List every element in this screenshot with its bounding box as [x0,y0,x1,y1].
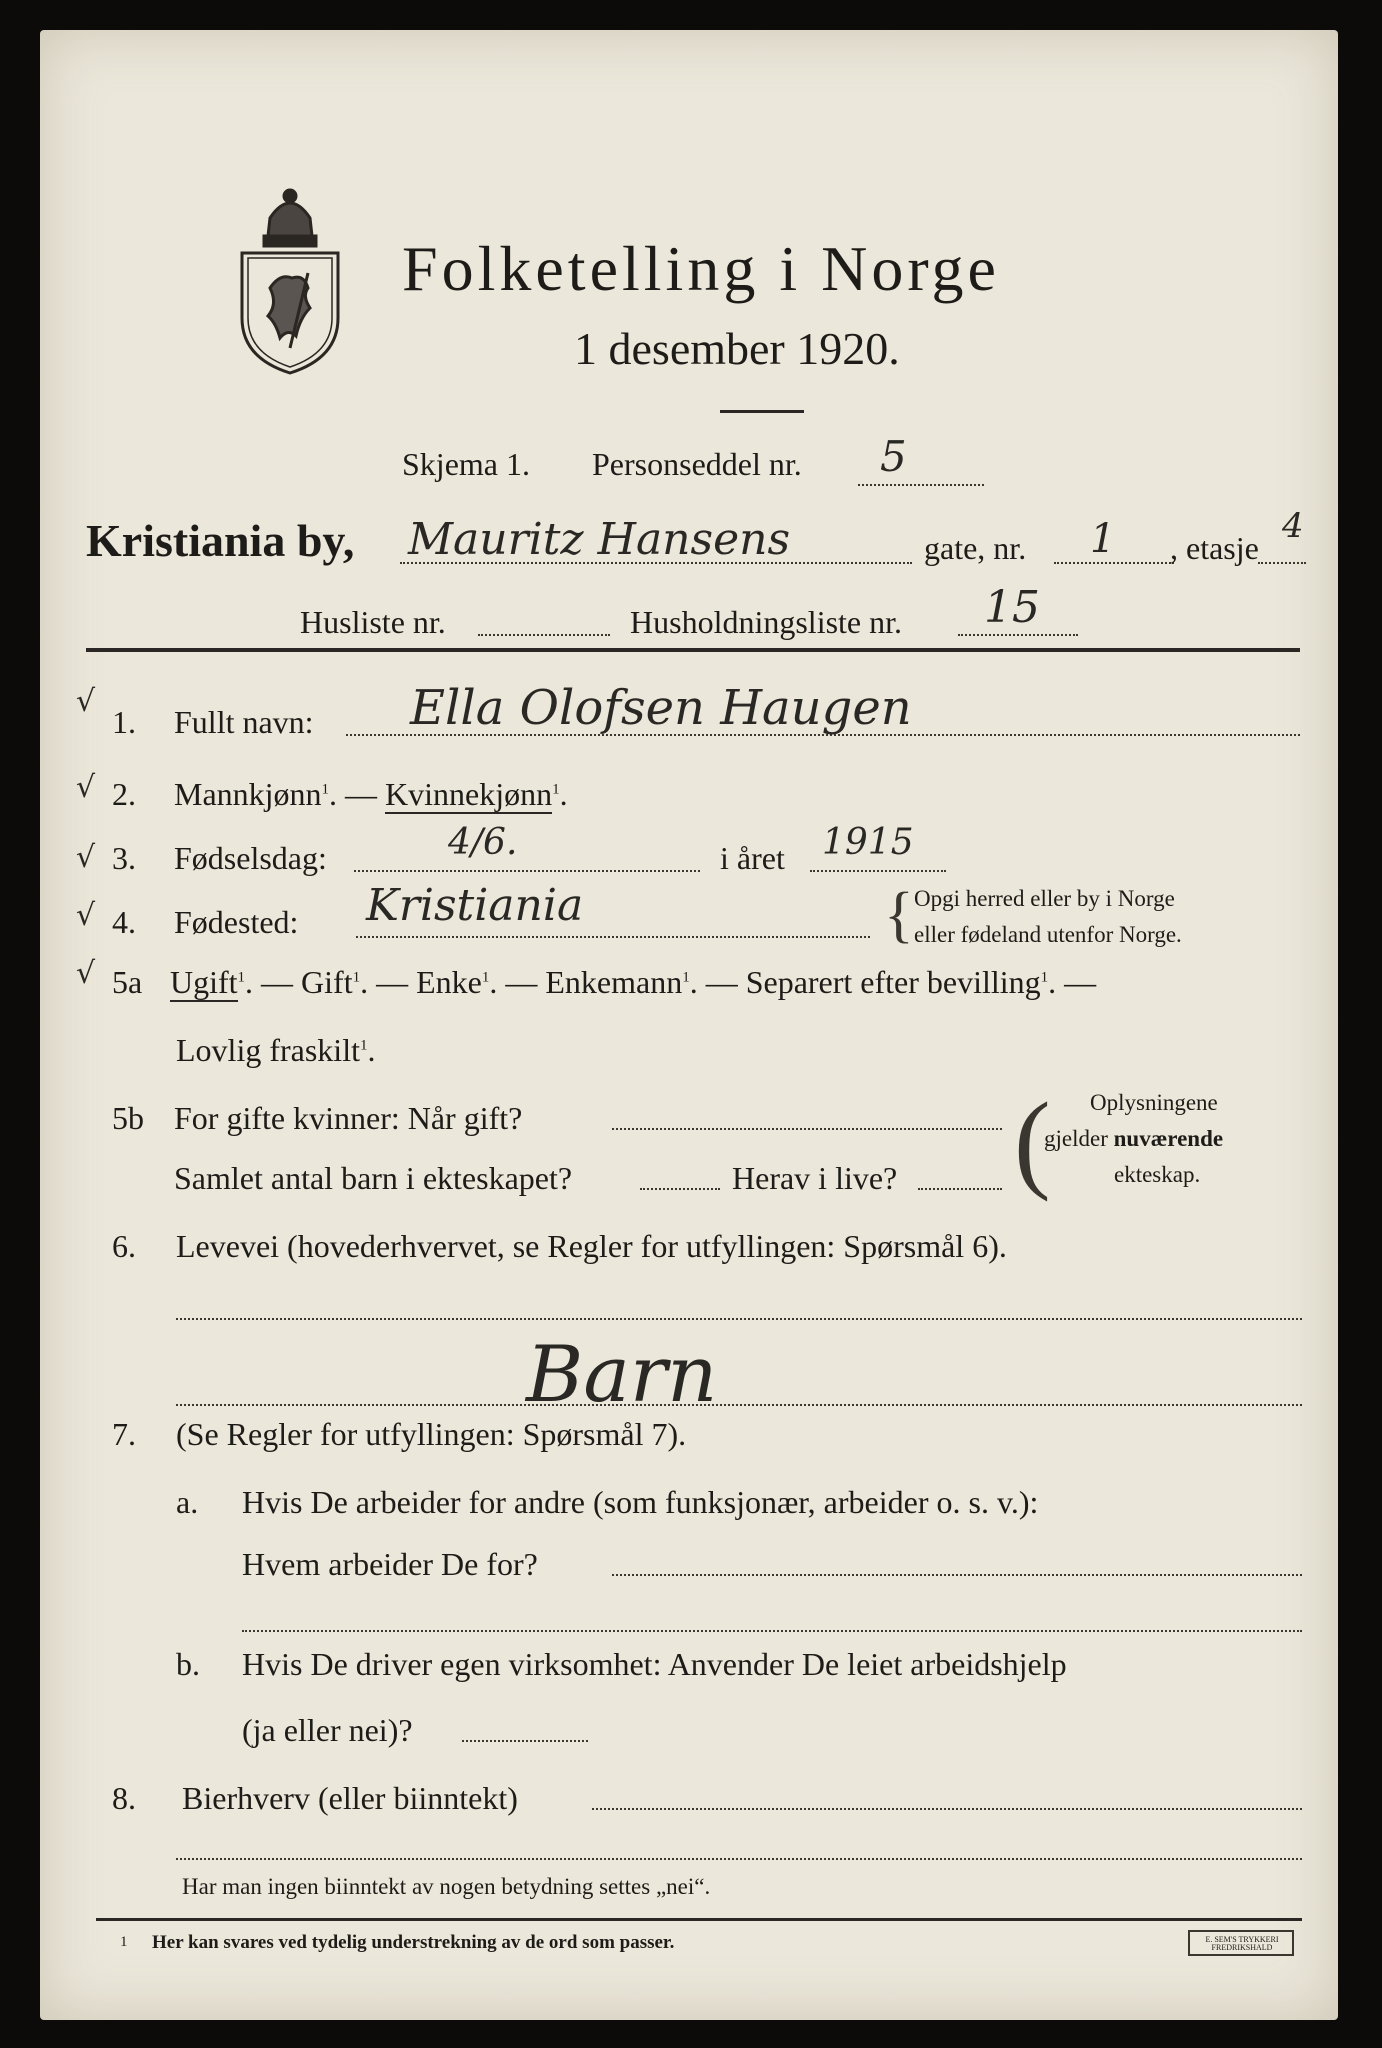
year-value[interactable]: 1915 [822,822,914,863]
q1-label: Fullt navn: [174,704,314,740]
birthplace-value[interactable]: Kristiania [366,880,584,931]
option-male[interactable]: Mannkjønn [174,776,322,812]
period: . [559,776,568,812]
year-line [810,870,946,872]
brace: { [884,881,914,949]
printer-stamp-text: E. SEM'S TRYKKERI FREDRIKSHALD [1205,1935,1279,1952]
q7b-letter: b. [176,1646,200,1682]
q5b-note-2b: nuværende [1113,1126,1224,1151]
birthplace-note-1: Opgi herred eller by i Norge [914,886,1175,911]
form-date: 1 desember 1920. [574,323,900,374]
q7b-hired-help-label: (ja eller nei)? [242,1712,413,1748]
title-divider [720,410,804,413]
period: . [489,964,498,1000]
hired-help-line [462,1740,588,1742]
period: . [245,964,254,1000]
footnote-marker: 1 [552,781,560,798]
year-label: i året [720,840,785,876]
norwegian-coat-of-arms-icon [230,178,350,378]
period: . [689,964,698,1000]
q7-number: 7. [112,1416,136,1452]
schema-label: Skjema 1. [402,446,530,482]
q6-number: 6. [112,1228,136,1264]
option-female[interactable]: Kvinnekjønn [385,776,553,812]
husholdning-line [958,634,1078,636]
q5b-note-3: ekteskap. [1114,1162,1201,1187]
q5b-note-2a: gjelder [1044,1126,1108,1151]
q7a-employer-label: Hvem arbeider De for? [242,1546,538,1582]
checkmark: √ [76,840,96,875]
marital-options [170,964,1096,1001]
separator: — [337,776,386,812]
q3-number: 3. [112,840,136,876]
footnote-marker: 1 [359,1037,368,1054]
q5a-number: 5a [112,964,143,1000]
q7a-letter: a. [176,1484,199,1520]
husliste-label: Husliste nr. [300,604,446,640]
footnote-text: Her kan svares ved tydelig understrekning av de ord som passer. [152,1932,675,1953]
q8-number: 8. [112,1780,136,1816]
option-widow[interactable]: Enke [416,964,482,1000]
footnote-rule [96,1918,1302,1921]
header-separator [86,648,1300,652]
husholdning-label: Husholdningsliste nr. [630,604,903,640]
footnote-marker: 1 [120,1934,128,1950]
husholdning-number[interactable]: 15 [984,582,1040,633]
separator: — [497,964,546,1000]
q2-number: 2. [112,776,136,812]
period: . [329,776,338,812]
option-divorced[interactable] [176,1032,375,1069]
separator: — [697,964,746,1000]
alive-line [918,1188,1002,1190]
personseddel-label: Personseddel nr. [592,446,802,482]
footnote-marker: 1 [1040,969,1049,986]
gate-nr-line [1054,562,1174,564]
q5b-note-1: Oplysningene [1090,1090,1218,1115]
footnote-marker: 1 [481,969,490,986]
birthday-value[interactable]: 4/6. [448,822,518,863]
footnote-marker: 1 [352,969,361,986]
period: . [1048,964,1057,1000]
printer-stamp [1188,1930,1294,1956]
separator: — [368,964,417,1000]
occupation-value[interactable]: Barn [526,1330,718,1420]
birthday-line [354,870,700,872]
street-name-handwritten[interactable]: Mauritz Hansens [408,514,791,565]
footnote-marker: 1 [321,781,330,798]
q8-label: Bierhverv (eller biinntekt) [182,1780,518,1816]
footnote-marker: 1 [682,969,690,986]
gate-label: gate, nr. [924,530,1027,566]
q5b-children-label: Samlet antal barn i ekteskapet? [174,1160,573,1196]
birthplace-note-2: eller fødeland utenfor Norge. [914,922,1182,947]
side-income-line-1 [592,1808,1302,1810]
etasje-label: , etasje [1170,530,1259,566]
occupation-line-2 [176,1404,1302,1406]
checkmark: √ [76,956,96,991]
q6-label: Levevei (hovederhvervet, se Regler for utfyllingen: Spørsmål 6). [176,1228,1007,1264]
q5b-alive-label: Herav i live? [732,1160,898,1196]
birthplace-line [356,936,870,938]
q7a-text: Hvis De arbeider for andre (som funksjonær, arbeider o. s. v.): [242,1484,1039,1520]
personseddel-number[interactable]: 5 [880,432,907,481]
gate-number[interactable]: 1 [1090,516,1116,562]
children-line [640,1188,720,1190]
personseddel-line [858,484,984,486]
q4-number: 4. [112,904,136,940]
q1-number: 1. [112,704,136,740]
form-title: Folketelling i Norge [402,233,1000,304]
period: . [360,964,369,1000]
side-income-line-2 [176,1858,1302,1860]
occupation-line-1 [176,1318,1302,1320]
option-widower[interactable]: Enkemann [545,964,683,1000]
checkmark: √ [76,770,96,805]
option-unmarried[interactable]: Ugift [170,964,238,1000]
etasje-line [1258,562,1306,564]
employer-line-1 [612,1574,1302,1576]
separator: — [253,964,302,1000]
period: . [367,1032,376,1068]
q5b-note-2 [1044,1126,1223,1152]
q7-label: (Se Regler for utfyllingen: Spørsmål 7). [176,1416,687,1452]
brace: ( [1014,1080,1051,1202]
when-married-line [612,1128,1002,1130]
q4-label: Fødested: [174,904,299,940]
q3-label: Fødselsdag: [174,840,327,876]
q7b-text: Hvis De driver egen virksomhet: Anvender De leiet arbeidshjelp [242,1646,1067,1682]
q2-options [174,776,568,813]
q5b-number: 5b [112,1100,144,1136]
option-separated[interactable]: Separert efter bevilling [745,964,1041,1000]
q5b-when-married-label: For gifte kvinner: Når gift? [174,1100,523,1136]
full-name-value[interactable]: Ella Olofsen Haugen [410,680,912,736]
employer-line-2 [242,1630,1302,1632]
street-line [400,562,912,564]
city-label: Kristiania by, [86,515,355,566]
checkmark: √ [76,898,96,933]
option-divorced-label: Lovlig fraskilt [176,1032,360,1068]
checkmark: √ [76,684,96,719]
etasje-number[interactable]: 4 [1282,506,1304,546]
footnote-marker: 1 [237,969,246,986]
q8-note: Har man ingen biinntekt av nogen betydning settes „nei“. [182,1874,711,1899]
option-married[interactable]: Gift [301,964,353,1000]
husliste-line [478,634,610,636]
trailing-dash: — [1056,964,1097,1000]
